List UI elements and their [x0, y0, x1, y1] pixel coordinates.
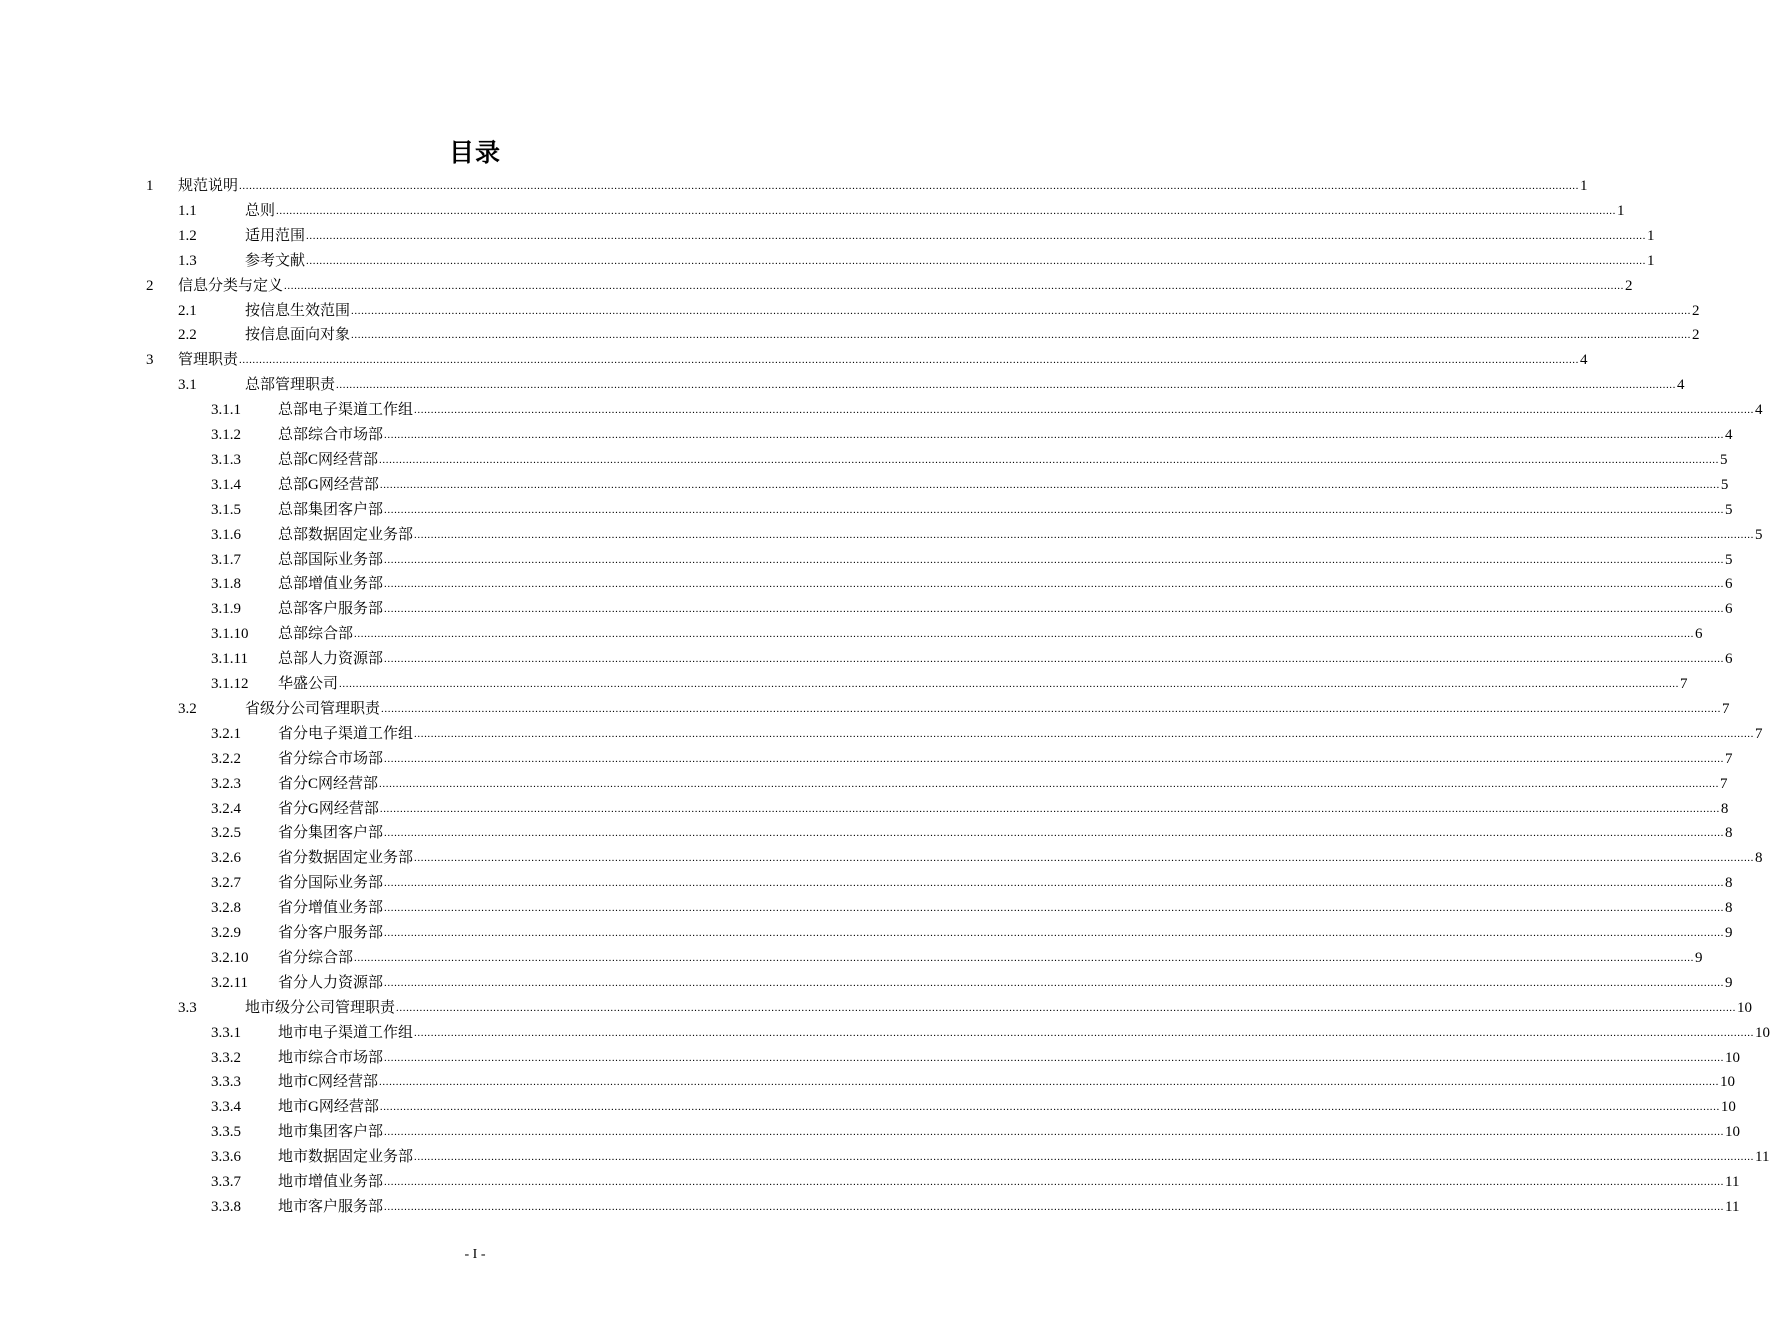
- toc-entry-number: 3.2.10: [211, 949, 249, 966]
- toc-entry[interactable]: [178, 373, 1685, 398]
- toc-entry-number: 3.3.3: [211, 1074, 241, 1091]
- toc-entry[interactable]: [178, 996, 1753, 1021]
- toc-entry[interactable]: [211, 548, 1733, 573]
- toc-entry[interactable]: [211, 448, 1728, 473]
- toc-entry-title: 地市集团客户部: [278, 1124, 384, 1141]
- toc-entry-page: 11: [1725, 1174, 1740, 1190]
- toc-entry-page: 11: [1755, 1149, 1770, 1166]
- toc-entry-page: 7: [1720, 775, 1728, 792]
- toc-entry[interactable]: [146, 174, 1588, 199]
- toc-entry[interactable]: [211, 622, 1703, 647]
- toc-leader-dots: ................................................................................................................................................................................................................................................................................................................................................................................................................: [396, 1001, 1737, 1014]
- toc-entry-title: 省分人力资源部: [278, 974, 384, 991]
- toc-entry-title: 总部集团客户部: [278, 501, 384, 518]
- toc-entry-number: 3.2.11: [211, 974, 248, 991]
- toc-entry-number: 3.3.8: [211, 1198, 241, 1215]
- toc-entry-title: 总部数据固定业务部: [278, 526, 414, 543]
- toc-entry-number: 2.1: [178, 302, 197, 319]
- toc-leader-dots: ................................................................................................................................................................................................................................................................................................................................................................................................................: [414, 1151, 1755, 1164]
- toc-entry-number: 2: [146, 277, 154, 294]
- toc-entry-title: 省级分公司管理职责: [245, 700, 381, 717]
- toc-entry-title: 省分综合部: [278, 949, 354, 966]
- toc-entry-title: 地市数据固定业务部: [278, 1149, 414, 1166]
- toc-entry-page: 1: [1647, 252, 1655, 269]
- toc-entry[interactable]: [211, 1195, 1740, 1220]
- toc-entry-number: 1.1: [178, 202, 197, 219]
- toc-entry-page: 4: [1677, 377, 1685, 394]
- toc-entry-number: 3.3.5: [211, 1124, 241, 1141]
- toc-entry-number: 1.3: [178, 252, 197, 269]
- toc-entry[interactable]: [211, 921, 1733, 946]
- toc-entry-number: 3.2.5: [211, 825, 241, 842]
- toc-entry[interactable]: [211, 797, 1729, 822]
- toc-entry[interactable]: [211, 523, 1763, 548]
- toc-entry-number: 2.2: [178, 327, 197, 344]
- toc-entry-page: 5: [1755, 526, 1763, 543]
- toc-entry-title: 按信息面向对象: [245, 327, 351, 344]
- toc-entry[interactable]: [211, 1095, 1736, 1120]
- toc-entry-title: 地市级分公司管理职责: [245, 999, 396, 1016]
- toc-leader-dots: ................................................................................................................................................................................................................................................................................................................................................................................................................: [384, 653, 1725, 666]
- toc-leader-dots: ................................................................................................................................................................................................................................................................................................................................................................................................................: [351, 304, 1692, 317]
- toc-entry-page: 9: [1725, 974, 1733, 991]
- toc-leader-dots: ................................................................................................................................................................................................................................................................................................................................................................................................................: [384, 827, 1725, 840]
- toc-entry-title: 省分G网经营部: [278, 800, 379, 817]
- toc-entry[interactable]: [178, 199, 1625, 224]
- toc-entry[interactable]: [211, 1070, 1736, 1095]
- toc-entry-title: 省分国际业务部: [278, 875, 384, 892]
- toc-entry[interactable]: [211, 672, 1688, 697]
- toc-entry[interactable]: [146, 274, 1633, 299]
- toc-entry-title: 总部C网经营部: [278, 451, 379, 468]
- toc-leader-dots: ................................................................................................................................................................................................................................................................................................................................................................................................................: [306, 254, 1647, 267]
- toc-entry-page: 7: [1680, 676, 1688, 692]
- toc-entry-title: 省分增值业务部: [278, 900, 384, 917]
- toc-entry-number: 3.3.1: [211, 1024, 241, 1041]
- toc-leader-dots: ................................................................................................................................................................................................................................................................................................................................................................................................................: [306, 229, 1647, 242]
- toc-title: 目录: [448, 138, 501, 167]
- toc-entry[interactable]: [211, 1046, 1741, 1071]
- toc-entry-page: 10: [1737, 999, 1753, 1016]
- toc-leader-dots: ................................................................................................................................................................................................................................................................................................................................................................................................................: [379, 453, 1720, 466]
- toc-entry[interactable]: [211, 647, 1733, 672]
- toc-entry-page: 8: [1720, 800, 1729, 817]
- toc-entry-title: 地市综合市场部: [278, 1049, 384, 1066]
- toc-entry-number: 3.1: [178, 377, 197, 394]
- toc-entry[interactable]: [211, 747, 1733, 772]
- toc-leader-dots: ................................................................................................................................................................................................................................................................................................................................................................................................................: [339, 678, 1680, 690]
- toc-leader-dots: ................................................................................................................................................................................................................................................................................................................................................................................................................: [239, 354, 1580, 367]
- toc-leader-dots: ................................................................................................................................................................................................................................................................................................................................................................................................................: [384, 752, 1725, 765]
- toc-entry-number: 3.3.4: [211, 1099, 241, 1116]
- toc-entry-page: 2: [1692, 327, 1700, 344]
- toc-leader-dots: ................................................................................................................................................................................................................................................................................................................................................................................................................: [384, 1126, 1725, 1139]
- toc-entry-title: 地市C网经营部: [278, 1074, 379, 1091]
- toc-entry[interactable]: [211, 846, 1763, 871]
- toc-entry-number: 3.2.7: [211, 875, 241, 892]
- toc-entry-number: 3.1.11: [211, 651, 248, 668]
- toc-entry-title: 总部国际业务部: [278, 551, 384, 568]
- toc-entry-number: 3.1.1: [211, 402, 241, 419]
- toc-entry[interactable]: [178, 249, 1655, 274]
- toc-leader-dots: ................................................................................................................................................................................................................................................................................................................................................................................................................: [384, 603, 1725, 616]
- toc-entry-number: 3.1.8: [211, 576, 241, 593]
- toc-entry-number: 3.2.4: [211, 800, 241, 817]
- toc-entry-number: 3.1.9: [211, 601, 241, 618]
- toc-entry[interactable]: [178, 323, 1700, 348]
- toc-entry-title: 总部综合部: [278, 626, 354, 643]
- toc-entry[interactable]: [146, 348, 1588, 373]
- toc-entry-number: 3.2.1: [211, 725, 241, 742]
- toc-entry-page: 9: [1725, 925, 1733, 941]
- toc-entry-number: 3.1.5: [211, 501, 241, 518]
- toc-entry-number: 3.3.6: [211, 1149, 241, 1166]
- toc-entry-page: 10: [1720, 1074, 1736, 1091]
- toc-leader-dots: ................................................................................................................................................................................................................................................................................................................................................................................................................: [384, 976, 1725, 989]
- toc-entry-page: 10: [1720, 1099, 1736, 1116]
- toc-entry-page: 1: [1617, 202, 1625, 219]
- toc-entry[interactable]: [211, 722, 1763, 747]
- toc-entry-title: 省分C网经营部: [278, 775, 379, 792]
- toc-entry-title: 地市增值业务部: [278, 1174, 384, 1190]
- toc-entry-number: 3.2.3: [211, 775, 241, 792]
- toc-entry-page: 8: [1725, 900, 1733, 917]
- toc-entry-title: 总部管理职责: [245, 377, 336, 394]
- toc-leader-dots: ................................................................................................................................................................................................................................................................................................................................................................................................................: [414, 404, 1755, 417]
- toc-leader-dots: ................................................................................................................................................................................................................................................................................................................................................................................................................: [379, 1076, 1720, 1089]
- toc-entry-title: 省分集团客户部: [278, 825, 384, 842]
- toc-entry-title: 省分综合市场部: [278, 750, 384, 767]
- page-number-footer: - I -: [464, 1247, 486, 1262]
- toc-entry-title: 按信息生效范围: [245, 302, 351, 319]
- toc-entry[interactable]: [211, 473, 1729, 498]
- toc-leader-dots: ................................................................................................................................................................................................................................................................................................................................................................................................................: [384, 927, 1725, 939]
- toc-leader-dots: ................................................................................................................................................................................................................................................................................................................................................................................................................: [384, 429, 1725, 441]
- toc-entry-page: 10: [1725, 1124, 1741, 1141]
- toc-leader-dots: ................................................................................................................................................................................................................................................................................................................................................................................................................: [379, 478, 1720, 491]
- toc-entry[interactable]: [211, 572, 1733, 597]
- toc-entry-title: 省分电子渠道工作组: [278, 725, 414, 742]
- toc-entry-title: 总部电子渠道工作组: [278, 402, 414, 419]
- toc-entry-number: 3.2.8: [211, 900, 241, 917]
- toc-leader-dots: ................................................................................................................................................................................................................................................................................................................................................................................................................: [351, 329, 1692, 342]
- toc-entry-page: 7: [1725, 750, 1733, 767]
- toc-entry[interactable]: [211, 946, 1703, 971]
- toc-entry-title: 总部人力资源部: [278, 651, 384, 668]
- toc-entry-number: 3.2.9: [211, 925, 241, 941]
- toc-entry[interactable]: [211, 1170, 1740, 1195]
- toc-entry[interactable]: [211, 772, 1728, 797]
- toc-leader-dots: ................................................................................................................................................................................................................................................................................................................................................................................................................: [354, 628, 1695, 641]
- toc-entry[interactable]: [211, 423, 1733, 448]
- toc-entry-page: 2: [1692, 302, 1700, 319]
- toc-entry[interactable]: [178, 697, 1730, 722]
- toc-entry-page: 5: [1725, 501, 1733, 518]
- toc-entry-number: 3.1.4: [211, 476, 241, 493]
- toc-leader-dots: ................................................................................................................................................................................................................................................................................................................................................................................................................: [276, 204, 1617, 217]
- toc-entry[interactable]: [211, 1021, 1770, 1046]
- toc-entry-number: 3.3.2: [211, 1049, 241, 1066]
- toc-entry-page: 10: [1725, 1049, 1741, 1066]
- toc-entry-title: 地市客户服务部: [278, 1198, 384, 1215]
- toc-entry[interactable]: [211, 971, 1733, 996]
- toc-entry-title: 地市G网经营部: [278, 1099, 379, 1116]
- toc-entry[interactable]: [211, 871, 1733, 896]
- toc-entry-page: 4: [1725, 427, 1733, 443]
- toc-entry-number: 3.1.3: [211, 451, 241, 468]
- toc-entry-title: 规范说明: [178, 178, 239, 194]
- toc-leader-dots: ................................................................................................................................................................................................................................................................................................................................................................................................................: [384, 1176, 1725, 1188]
- toc-entry-page: 5: [1720, 451, 1728, 468]
- toc-entry[interactable]: [178, 299, 1700, 324]
- toc-entry-number: 3.1.2: [211, 427, 241, 443]
- toc-entry-page: 6: [1725, 576, 1733, 593]
- toc-entry-number: 1.2: [178, 227, 197, 244]
- toc-entry-title: 适用范围: [245, 227, 306, 244]
- toc-leader-dots: ................................................................................................................................................................................................................................................................................................................................................................................................................: [379, 1101, 1720, 1114]
- toc-entry-page: 10: [1755, 1024, 1770, 1041]
- toc-leader-dots: ................................................................................................................................................................................................................................................................................................................................................................................................................: [384, 503, 1725, 516]
- toc-leader-dots: ................................................................................................................................................................................................................................................................................................................................................................................................................: [384, 1200, 1725, 1213]
- toc-leader-dots: ................................................................................................................................................................................................................................................................................................................................................................................................................: [384, 902, 1725, 915]
- toc-entry-title: 省分数据固定业务部: [278, 850, 414, 867]
- toc-leader-dots: ................................................................................................................................................................................................................................................................................................................................................................................................................: [414, 1026, 1755, 1039]
- toc-entry-title: 总部综合市场部: [278, 427, 384, 443]
- toc-entry-number: 3.2.6: [211, 850, 241, 867]
- toc-entry-title: 管理职责: [178, 352, 239, 369]
- toc-entry-page: 4: [1580, 352, 1588, 369]
- toc-entry-title: 参考文献: [245, 252, 306, 269]
- toc-leader-dots: ................................................................................................................................................................................................................................................................................................................................................................................................................: [384, 1051, 1725, 1064]
- toc-leader-dots: ................................................................................................................................................................................................................................................................................................................................................................................................................: [414, 528, 1755, 541]
- toc-entry-title: 省分客户服务部: [278, 925, 384, 941]
- toc-entry-page: 4: [1755, 402, 1763, 419]
- toc-entry-title: 华盛公司: [278, 676, 339, 692]
- toc-leader-dots: ................................................................................................................................................................................................................................................................................................................................................................................................................: [414, 727, 1755, 740]
- toc-entry[interactable]: [211, 821, 1733, 846]
- toc-leader-dots: ................................................................................................................................................................................................................................................................................................................................................................................................................: [354, 951, 1695, 964]
- toc-entry-number: 3.1.12: [211, 676, 249, 692]
- toc-entry-page: 6: [1725, 601, 1733, 618]
- toc-entry[interactable]: [211, 896, 1733, 921]
- toc-entry-page: 1: [1580, 178, 1588, 194]
- toc-leader-dots: ................................................................................................................................................................................................................................................................................................................................................................................................................: [239, 180, 1580, 192]
- toc-entry-number: 1: [146, 178, 154, 194]
- toc-entry-page: 6: [1695, 626, 1703, 643]
- toc-entry-number: 3.2.2: [211, 750, 241, 767]
- toc-entry-number: 3.3.7: [211, 1174, 241, 1190]
- toc-entry[interactable]: [211, 1145, 1770, 1170]
- toc-leader-dots: ................................................................................................................................................................................................................................................................................................................................................................................................................: [384, 553, 1725, 566]
- toc-entry-number: 3.3: [178, 999, 197, 1016]
- toc-entry-title: 总则: [245, 202, 276, 219]
- toc-entry-page: 2: [1625, 277, 1633, 294]
- toc-entry-page: 8: [1725, 875, 1733, 892]
- toc-leader-dots: ................................................................................................................................................................................................................................................................................................................................................................................................................: [381, 702, 1722, 715]
- toc-entry-page: 7: [1755, 725, 1763, 742]
- toc-entry-page: 11: [1725, 1198, 1740, 1215]
- toc-entry-page: 7: [1722, 700, 1730, 717]
- toc-entry-title: 总部增值业务部: [278, 576, 384, 593]
- toc-leader-dots: ................................................................................................................................................................................................................................................................................................................................................................................................................: [284, 279, 1625, 292]
- toc-entry[interactable]: [178, 224, 1655, 249]
- toc-entry-page: 6: [1725, 651, 1733, 668]
- toc-entry-page: 8: [1725, 825, 1733, 842]
- toc-entry-title: 地市电子渠道工作组: [278, 1024, 414, 1041]
- toc-entry[interactable]: [211, 597, 1733, 622]
- toc-entry-number: 3.2: [178, 700, 197, 717]
- toc-entry[interactable]: [211, 398, 1763, 423]
- toc-entry-number: 3: [146, 352, 154, 369]
- toc-entry[interactable]: [211, 498, 1733, 523]
- toc-leader-dots: ................................................................................................................................................................................................................................................................................................................................................................................................................: [384, 578, 1725, 591]
- toc-leader-dots: ................................................................................................................................................................................................................................................................................................................................................................................................................: [379, 777, 1720, 790]
- toc-entry-number: 3.1.7: [211, 551, 241, 568]
- toc-entry-page: 9: [1695, 949, 1703, 966]
- toc-entry[interactable]: [211, 1120, 1741, 1145]
- toc-leader-dots: ................................................................................................................................................................................................................................................................................................................................................................................................................: [379, 802, 1720, 815]
- toc-entry-number: 3.1.6: [211, 526, 241, 543]
- toc-leader-dots: ................................................................................................................................................................................................................................................................................................................................................................................................................: [414, 852, 1755, 865]
- toc-entry-page: 5: [1725, 551, 1733, 568]
- toc-entry-page: 5: [1720, 476, 1729, 493]
- toc-entry-number: 3.1.10: [211, 626, 249, 643]
- toc-entry-page: 8: [1755, 850, 1763, 867]
- toc-leader-dots: ................................................................................................................................................................................................................................................................................................................................................................................................................: [384, 877, 1725, 890]
- toc-entry-title: 总部G网经营部: [278, 476, 379, 493]
- toc-leader-dots: ................................................................................................................................................................................................................................................................................................................................................................................................................: [336, 379, 1677, 392]
- toc-entry-title: 总部客户服务部: [278, 601, 384, 618]
- toc-entry-title: 信息分类与定义: [178, 277, 284, 294]
- toc-entry-page: 1: [1647, 227, 1655, 244]
